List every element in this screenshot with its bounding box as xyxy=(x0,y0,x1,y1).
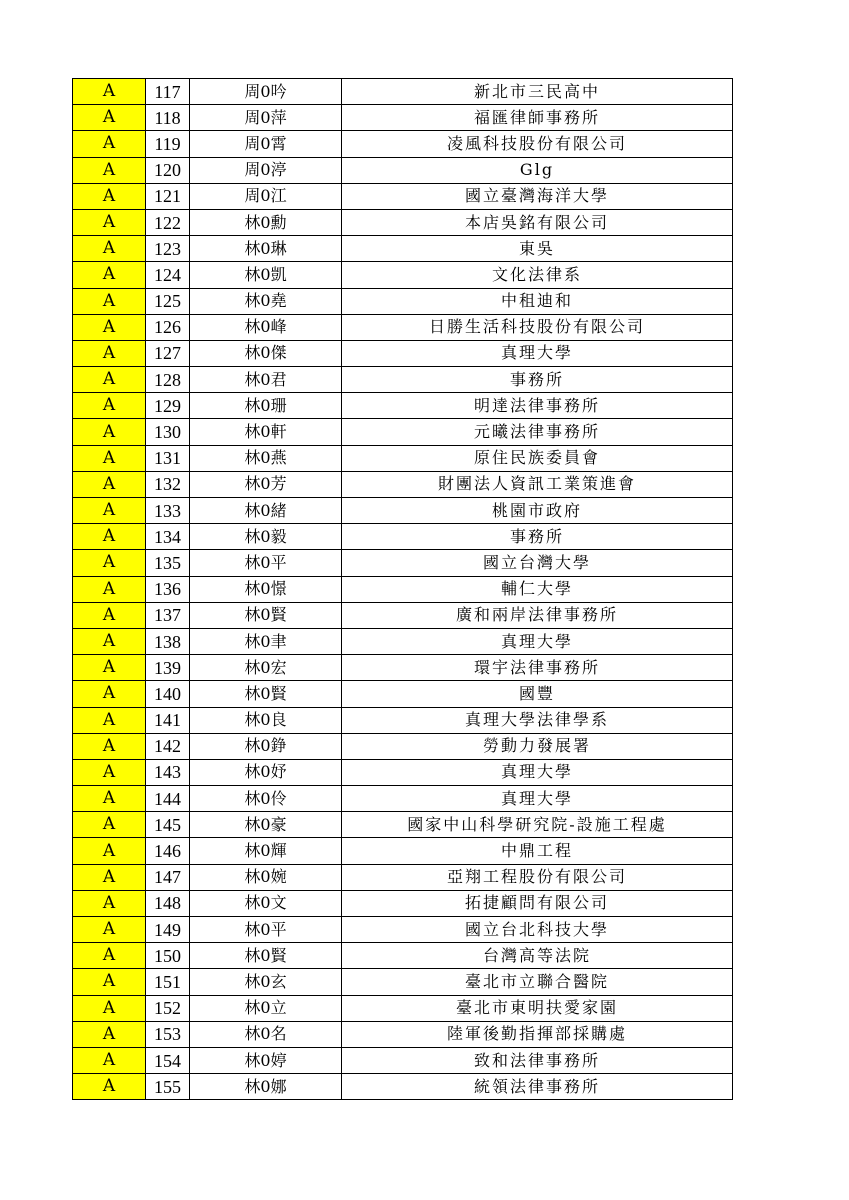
number-cell: 151 xyxy=(146,969,190,995)
table-row xyxy=(73,340,733,366)
grade-cell: A xyxy=(73,1047,146,1073)
table-row xyxy=(73,524,733,550)
grade-cell: A xyxy=(73,943,146,969)
organization-cell: 台灣高等法院 xyxy=(342,943,733,969)
organization-cell: 東吳 xyxy=(342,236,733,262)
organization-cell: 中租迪和 xyxy=(342,288,733,314)
organization-cell: 福匯律師事務所 xyxy=(342,105,733,131)
table-row xyxy=(73,157,733,183)
organization-cell: 致和法律事務所 xyxy=(342,1047,733,1073)
name-cell: 林0毅 xyxy=(190,524,342,550)
roster-rows xyxy=(73,79,733,1100)
number-cell: 126 xyxy=(146,314,190,340)
name-cell: 周0吟 xyxy=(190,79,342,105)
table-row xyxy=(73,209,733,235)
number-cell: 153 xyxy=(146,1021,190,1047)
name-cell: 林0良 xyxy=(190,707,342,733)
organization-cell: 事務所 xyxy=(342,367,733,393)
table-row xyxy=(73,1021,733,1047)
number-cell: 155 xyxy=(146,1074,190,1100)
number-cell: 136 xyxy=(146,576,190,602)
organization-cell: 真理大學 xyxy=(342,340,733,366)
organization-cell: 真理大學法律學系 xyxy=(342,707,733,733)
number-cell: 117 xyxy=(146,79,190,105)
grade-cell: A xyxy=(73,288,146,314)
table-row xyxy=(73,79,733,105)
number-cell: 123 xyxy=(146,236,190,262)
number-cell: 130 xyxy=(146,419,190,445)
organization-cell: 原住民族委員會 xyxy=(342,445,733,471)
organization-cell: 元曦法律事務所 xyxy=(342,419,733,445)
grade-cell: A xyxy=(73,812,146,838)
number-cell: 138 xyxy=(146,628,190,654)
name-cell: 林0婉 xyxy=(190,864,342,890)
name-cell: 周0霄 xyxy=(190,131,342,157)
grade-cell: A xyxy=(73,917,146,943)
table-row xyxy=(73,628,733,654)
grade-cell: A xyxy=(73,890,146,916)
table-row xyxy=(73,917,733,943)
number-cell: 119 xyxy=(146,131,190,157)
grade-cell: A xyxy=(73,262,146,288)
grade-cell: A xyxy=(73,655,146,681)
name-cell: 林0伶 xyxy=(190,786,342,812)
organization-cell: 統領法律事務所 xyxy=(342,1074,733,1100)
table-row xyxy=(73,1074,733,1100)
name-cell: 林0緒 xyxy=(190,498,342,524)
number-cell: 146 xyxy=(146,838,190,864)
organization-cell: 事務所 xyxy=(342,524,733,550)
table-row xyxy=(73,236,733,262)
number-cell: 141 xyxy=(146,707,190,733)
organization-cell: 廣和兩岸法律事務所 xyxy=(342,602,733,628)
organization-cell: 凌風科技股份有限公司 xyxy=(342,131,733,157)
name-cell: 林0名 xyxy=(190,1021,342,1047)
name-cell: 林0錚 xyxy=(190,733,342,759)
table-row xyxy=(73,576,733,602)
organization-cell: 真理大學 xyxy=(342,786,733,812)
name-cell: 林0立 xyxy=(190,995,342,1021)
number-cell: 143 xyxy=(146,759,190,785)
number-cell: 127 xyxy=(146,340,190,366)
number-cell: 147 xyxy=(146,864,190,890)
organization-cell: 真理大學 xyxy=(342,628,733,654)
table-row xyxy=(73,183,733,209)
name-cell: 林0燕 xyxy=(190,445,342,471)
grade-cell: A xyxy=(73,1074,146,1100)
organization-cell: 亞翔工程股份有限公司 xyxy=(342,864,733,890)
number-cell: 140 xyxy=(146,681,190,707)
grade-cell: A xyxy=(73,602,146,628)
name-cell: 林0芳 xyxy=(190,471,342,497)
number-cell: 128 xyxy=(146,367,190,393)
name-cell: 林0婷 xyxy=(190,1047,342,1073)
number-cell: 145 xyxy=(146,812,190,838)
name-cell: 林0軒 xyxy=(190,419,342,445)
number-cell: 154 xyxy=(146,1047,190,1073)
number-cell: 133 xyxy=(146,498,190,524)
table-row xyxy=(73,471,733,497)
grade-cell: A xyxy=(73,550,146,576)
number-cell: 144 xyxy=(146,786,190,812)
grade-cell: A xyxy=(73,236,146,262)
grade-cell: A xyxy=(73,733,146,759)
grade-cell: A xyxy=(73,524,146,550)
table-row xyxy=(73,393,733,419)
name-cell: 林0珊 xyxy=(190,393,342,419)
organization-cell: 國立臺灣海洋大學 xyxy=(342,183,733,209)
table-row xyxy=(73,655,733,681)
name-cell: 林0豪 xyxy=(190,812,342,838)
grade-cell: A xyxy=(73,314,146,340)
grade-cell: A xyxy=(73,445,146,471)
organization-cell: 新北市三民高中 xyxy=(342,79,733,105)
table-row xyxy=(73,367,733,393)
organization-cell: 本店吳銘有限公司 xyxy=(342,209,733,235)
organization-cell: 勞動力發展署 xyxy=(342,733,733,759)
name-cell: 林0凱 xyxy=(190,262,342,288)
table-row xyxy=(73,969,733,995)
organization-cell: 臺北市東明扶愛家園 xyxy=(342,995,733,1021)
organization-cell: 日勝生活科技股份有限公司 xyxy=(342,314,733,340)
organization-cell: 國立台灣大學 xyxy=(342,550,733,576)
table-row xyxy=(73,943,733,969)
organization-cell: 國豐 xyxy=(342,681,733,707)
table-row xyxy=(73,314,733,340)
grade-cell: A xyxy=(73,340,146,366)
grade-cell: A xyxy=(73,131,146,157)
grade-cell: A xyxy=(73,969,146,995)
organization-cell: 中鼎工程 xyxy=(342,838,733,864)
name-cell: 林0賢 xyxy=(190,943,342,969)
roster-table xyxy=(72,78,733,1100)
grade-cell: A xyxy=(73,393,146,419)
grade-cell: A xyxy=(73,707,146,733)
organization-cell: 文化法律系 xyxy=(342,262,733,288)
name-cell: 林0玄 xyxy=(190,969,342,995)
organization-cell: 環宇法律事務所 xyxy=(342,655,733,681)
name-cell: 林0賢 xyxy=(190,602,342,628)
number-cell: 122 xyxy=(146,209,190,235)
table-row xyxy=(73,812,733,838)
name-cell: 周0江 xyxy=(190,183,342,209)
table-row xyxy=(73,733,733,759)
grade-cell: A xyxy=(73,786,146,812)
number-cell: 137 xyxy=(146,602,190,628)
grade-cell: A xyxy=(73,419,146,445)
table-row xyxy=(73,707,733,733)
table-row xyxy=(73,1047,733,1073)
organization-cell: 國立台北科技大學 xyxy=(342,917,733,943)
name-cell: 林0君 xyxy=(190,367,342,393)
number-cell: 125 xyxy=(146,288,190,314)
table-row xyxy=(73,995,733,1021)
grade-cell: A xyxy=(73,864,146,890)
organization-cell: 拓捷顧問有限公司 xyxy=(342,890,733,916)
grade-cell: A xyxy=(73,157,146,183)
organization-cell: 明達法律事務所 xyxy=(342,393,733,419)
number-cell: 124 xyxy=(146,262,190,288)
name-cell: 周0渟 xyxy=(190,157,342,183)
table-row xyxy=(73,681,733,707)
name-cell: 林0娜 xyxy=(190,1074,342,1100)
grade-cell: A xyxy=(73,995,146,1021)
grade-cell: A xyxy=(73,367,146,393)
grade-cell: A xyxy=(73,681,146,707)
grade-cell: A xyxy=(73,209,146,235)
grade-cell: A xyxy=(73,183,146,209)
grade-cell: A xyxy=(73,576,146,602)
number-cell: 152 xyxy=(146,995,190,1021)
number-cell: 148 xyxy=(146,890,190,916)
table-row xyxy=(73,288,733,314)
number-cell: 118 xyxy=(146,105,190,131)
name-cell: 林0峰 xyxy=(190,314,342,340)
table-row xyxy=(73,498,733,524)
number-cell: 134 xyxy=(146,524,190,550)
number-cell: 120 xyxy=(146,157,190,183)
organization-cell: 國家中山科學研究院-設施工程處 xyxy=(342,812,733,838)
name-cell: 林0傑 xyxy=(190,340,342,366)
table-row xyxy=(73,105,733,131)
name-cell: 林0賢 xyxy=(190,681,342,707)
number-cell: 150 xyxy=(146,943,190,969)
grade-cell: A xyxy=(73,1021,146,1047)
organization-cell: 陸軍後勤指揮部採購處 xyxy=(342,1021,733,1047)
name-cell: 周0萍 xyxy=(190,105,342,131)
number-cell: 129 xyxy=(146,393,190,419)
number-cell: 135 xyxy=(146,550,190,576)
organization-cell: 財團法人資訊工業策進會 xyxy=(342,471,733,497)
table-row xyxy=(73,864,733,890)
number-cell: 149 xyxy=(146,917,190,943)
grade-cell: A xyxy=(73,79,146,105)
number-cell: 131 xyxy=(146,445,190,471)
table-row xyxy=(73,262,733,288)
table-row xyxy=(73,890,733,916)
name-cell: 林0聿 xyxy=(190,628,342,654)
grade-cell: A xyxy=(73,628,146,654)
organization-cell: 臺北市立聯合醫院 xyxy=(342,969,733,995)
organization-cell: 輔仁大學 xyxy=(342,576,733,602)
name-cell: 林0平 xyxy=(190,550,342,576)
name-cell: 林0堯 xyxy=(190,288,342,314)
number-cell: 132 xyxy=(146,471,190,497)
organization-cell: 桃園市政府 xyxy=(342,498,733,524)
name-cell: 林0輝 xyxy=(190,838,342,864)
grade-cell: A xyxy=(73,105,146,131)
name-cell: 林0宏 xyxy=(190,655,342,681)
table-row xyxy=(73,445,733,471)
table-row xyxy=(73,419,733,445)
organization-cell: 真理大學 xyxy=(342,759,733,785)
grade-cell: A xyxy=(73,759,146,785)
name-cell: 林0憬 xyxy=(190,576,342,602)
name-cell: 林0琳 xyxy=(190,236,342,262)
grade-cell: A xyxy=(73,498,146,524)
number-cell: 142 xyxy=(146,733,190,759)
grade-cell: A xyxy=(73,471,146,497)
table-row xyxy=(73,550,733,576)
organization-cell: Glg xyxy=(342,157,733,183)
name-cell: 林0平 xyxy=(190,917,342,943)
table-row xyxy=(73,131,733,157)
name-cell: 林0勳 xyxy=(190,209,342,235)
table-row xyxy=(73,786,733,812)
grade-cell: A xyxy=(73,838,146,864)
table-row xyxy=(73,759,733,785)
table-row xyxy=(73,602,733,628)
number-cell: 121 xyxy=(146,183,190,209)
table-row xyxy=(73,838,733,864)
number-cell: 139 xyxy=(146,655,190,681)
name-cell: 林0文 xyxy=(190,890,342,916)
name-cell: 林0妤 xyxy=(190,759,342,785)
